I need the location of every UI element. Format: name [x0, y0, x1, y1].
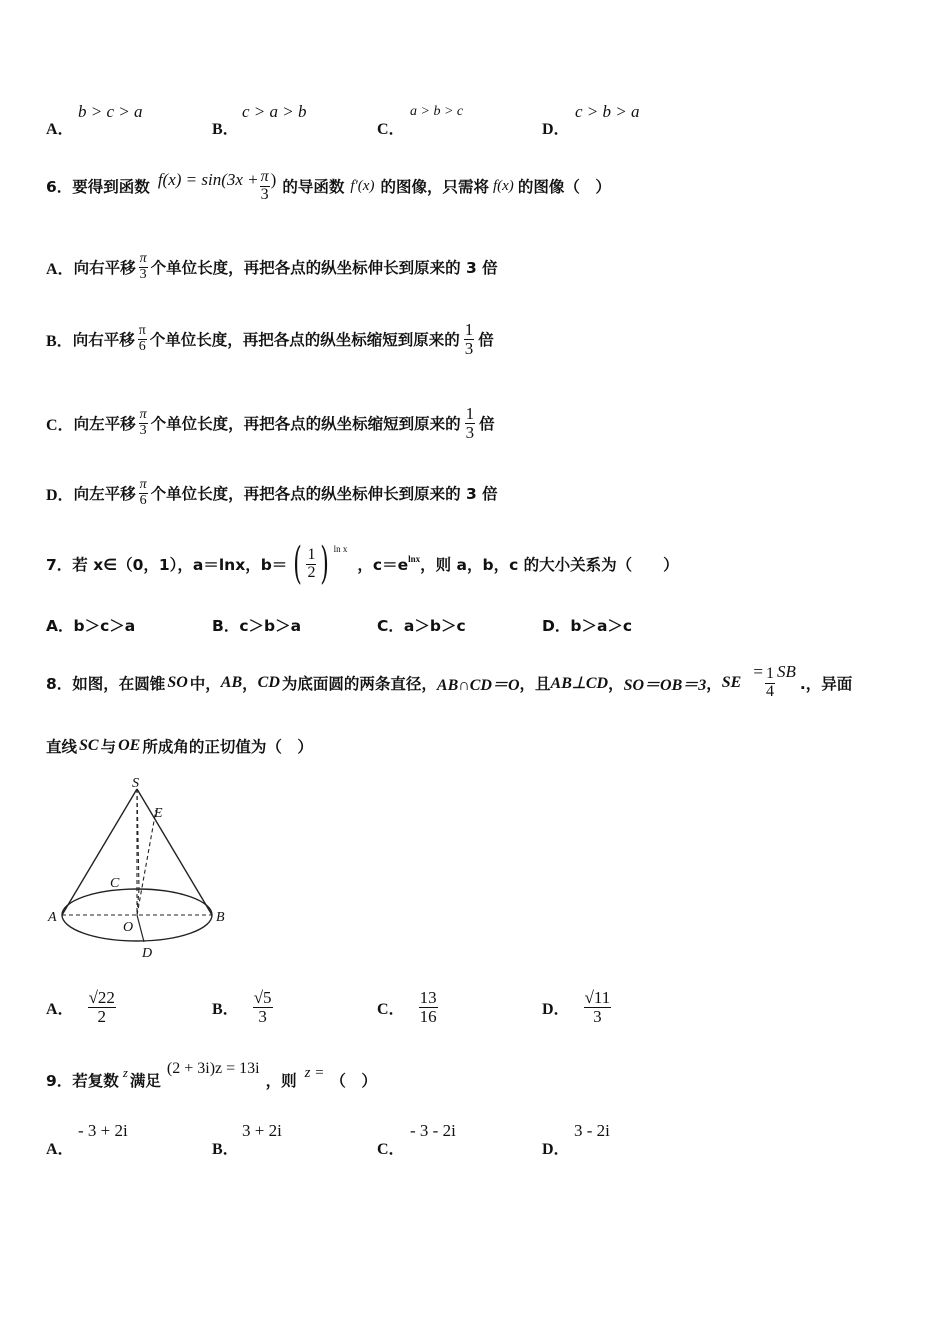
q6-function-fraction: $\frac{\pi}{3}$	[260, 167, 269, 203]
q8-ab: AB	[220, 674, 243, 691]
q9-option-a-value: - 3 + 2i	[78, 1121, 128, 1140]
q8-stem-line2	[46, 734, 313, 758]
q7-number: 7．	[46, 556, 73, 574]
q8-option-d-value: $\frac{√11}{3}$	[584, 987, 611, 1026]
q6-option-b	[46, 312, 494, 366]
q7-b-exponent: ln x	[333, 544, 348, 554]
q8-line2-a: 直线	[46, 738, 78, 756]
q8-se-fraction: $\frac{1}{4}$	[765, 664, 774, 700]
q8-text-a: 如图，在圆锥	[72, 675, 166, 693]
q6-stem	[46, 164, 611, 208]
q6-option-b-factor: $\frac{1}{3}$	[464, 319, 474, 358]
q7-option-b: B．c＞b＞a	[212, 617, 302, 635]
segment-oe	[137, 810, 156, 915]
q6-text-b: 的导函数	[282, 178, 345, 196]
q7-option-a: A．b＞c＞a	[46, 617, 136, 635]
q8-option-b: B． $\frac{√5}{3}$	[212, 987, 272, 1026]
point-d-label: D	[142, 946, 153, 961]
q6-option-a-text: 个单位长度，再把各点的纵坐标伸长到原来的 3 倍	[150, 259, 498, 277]
q6-text-d: 的图像（ ）	[517, 178, 611, 196]
q6-option-b-text: 个单位长度，再把各点的纵坐标缩短到原来的	[149, 331, 460, 349]
q6-option-a-pre: 向右平移	[73, 259, 136, 277]
q8-line2-c: 所成角的正切值为（ ）	[142, 738, 313, 756]
q7-left-paren: (	[293, 538, 303, 589]
q6-option-a	[46, 246, 498, 288]
q8-option-c-value: $\frac{13}{16}$	[419, 987, 437, 1026]
q8-cd: CD	[257, 674, 280, 691]
point-c-label: C	[110, 876, 120, 891]
cone-side-sa	[62, 789, 137, 915]
q9-equation: (2 + 3i)z = 13i	[166, 1060, 260, 1077]
q8-option-a: A． $\frac{√22}{2}$	[46, 987, 115, 1026]
q9-stem	[46, 1060, 377, 1100]
q8-cone-figure	[40, 770, 240, 966]
q8-comma2: ，	[608, 675, 624, 693]
point-a-label: A	[48, 910, 57, 925]
q7-text-a: 若 x∈（0，1），a＝lnx，b＝	[72, 556, 288, 574]
q6-option-d-shift: $\frac{\pi}{6}$	[139, 476, 147, 508]
q8-text-b: 中，	[189, 675, 221, 693]
q9-option-c-label: C．	[377, 1141, 405, 1158]
q8-sb: SB	[776, 662, 796, 681]
q6-text-c: 的图像，只需将	[380, 178, 489, 196]
q9-z-equals: z =	[304, 1064, 325, 1081]
q9-option-b-label: B．	[212, 1141, 239, 1158]
q6-option-c-shift: $\frac{\pi}{3}$	[139, 406, 147, 438]
q9-option-a-label: A．	[46, 1141, 74, 1158]
q8-option-b-value: $\frac{√5}{3}$	[253, 987, 272, 1026]
q7-text-b: ，c＝e	[357, 556, 409, 574]
q9-text-d: （ ）	[330, 1072, 377, 1090]
q9-z: z	[122, 1065, 128, 1080]
q9-number: 9．	[46, 1072, 73, 1090]
point-b-label: B	[216, 910, 225, 925]
q7-option-d: D．b＞a＞c	[542, 617, 633, 635]
q5-option-c-value: a > b > c	[410, 104, 464, 119]
q6-option-c-factor: $\frac{1}{3}$	[465, 403, 475, 442]
q7-b-fraction: $\frac{1}{2}$	[307, 545, 316, 581]
q6-option-a-label: A．	[46, 260, 74, 278]
q8-text-c: 为底面圆的两条直径，	[281, 675, 437, 693]
diameter-cd-lower	[137, 915, 144, 942]
q9-text-a: 若复数	[72, 1072, 119, 1090]
q8-se-equals: =	[753, 662, 763, 681]
q6-option-b-post: 倍	[478, 331, 494, 349]
q8-option-c: C． $\frac{13}{16}$	[377, 987, 437, 1026]
q6-function: f(x) = sin(3x +	[157, 170, 259, 189]
q6-number: 6．	[46, 178, 73, 196]
q6-option-c	[46, 396, 495, 450]
q6-fx: f(x)	[492, 177, 514, 194]
q9-text-c: ，则	[265, 1072, 297, 1090]
q7-option-c: C．a＞b＞c	[377, 617, 466, 635]
q6-option-d-label: D．	[46, 486, 74, 504]
q6-option-b-pre: 向右平移	[72, 331, 135, 349]
q9-option-b-value: 3 + 2i	[242, 1121, 282, 1140]
q7-text-c: ，则 a，b，c 的大小关系为（ ）	[420, 556, 679, 574]
q9-text-b: 满足	[129, 1072, 161, 1090]
q6-option-d	[46, 472, 498, 514]
q6-derivative: f′(x)	[350, 177, 375, 194]
q8-option-d: D． $\frac{√11}{3}$	[542, 987, 611, 1026]
q8-number: 8．	[46, 675, 73, 693]
q6-option-c-post: 倍	[479, 415, 495, 433]
q9-option-d-label: D．	[542, 1141, 570, 1158]
q7-right-paren: )	[320, 538, 330, 589]
q6-option-a-shift: $\frac{\pi}{3}$	[139, 250, 147, 282]
q6-option-b-shift: $\frac{\pi}{6}$	[138, 322, 146, 354]
q8-so: SO	[167, 674, 188, 691]
q8-option-a-value: $\frac{√22}{2}$	[88, 987, 115, 1026]
q7-c-exponent: lnx	[408, 554, 421, 564]
q6-option-c-label: C．	[46, 416, 74, 434]
q9-option-d-value: 3 - 2i	[574, 1121, 610, 1140]
q5-option-d-value: c > b > a	[575, 102, 640, 121]
q5-option-c-label: C．	[377, 121, 405, 138]
q6-text-a: 要得到函数	[72, 178, 150, 196]
point-s-label: S	[132, 776, 139, 791]
q7-b-expression	[289, 538, 348, 589]
q6-option-b-label: B．	[46, 332, 73, 350]
q8-perpendicular: AB⊥CD	[550, 675, 609, 692]
q8-intersection: AB∩CD＝O	[436, 676, 520, 694]
q8-comma3: ，	[706, 675, 722, 693]
q6-option-c-pre: 向左平移	[73, 415, 136, 433]
q5-option-b-label: B．	[212, 121, 239, 138]
q6-option-c-text: 个单位长度，再把各点的纵坐标缩短到原来的	[150, 415, 461, 433]
q6-option-d-text: 个单位长度，再把各点的纵坐标伸长到原来的 3 倍	[150, 485, 498, 503]
q8-oe: OE	[118, 737, 141, 754]
q7-stem	[46, 534, 679, 594]
q6-option-d-pre: 向左平移	[73, 485, 136, 503]
q8-stem-line1	[46, 650, 852, 716]
q5-option-a-value: b > c > a	[78, 102, 143, 121]
q8-se: SE	[721, 674, 742, 691]
point-e-label: E	[154, 806, 163, 821]
q8-text-e: .，异面	[799, 675, 853, 693]
q8-equation: SO＝OB＝3	[623, 676, 707, 694]
q8-text-d: ，且	[519, 675, 551, 693]
point-o-label: O	[123, 920, 134, 935]
q8-line2-b: 与	[100, 738, 117, 756]
q8-sc: SC	[79, 737, 99, 754]
q8-comma1: ，	[242, 675, 258, 693]
q9-option-c-value: - 3 - 2i	[410, 1121, 456, 1140]
q5-option-b-value: c > a > b	[242, 102, 307, 121]
q6-function-close: )	[270, 170, 277, 189]
q5-option-d-label: D．	[542, 121, 570, 138]
q5-option-a-label: A．	[46, 121, 74, 138]
